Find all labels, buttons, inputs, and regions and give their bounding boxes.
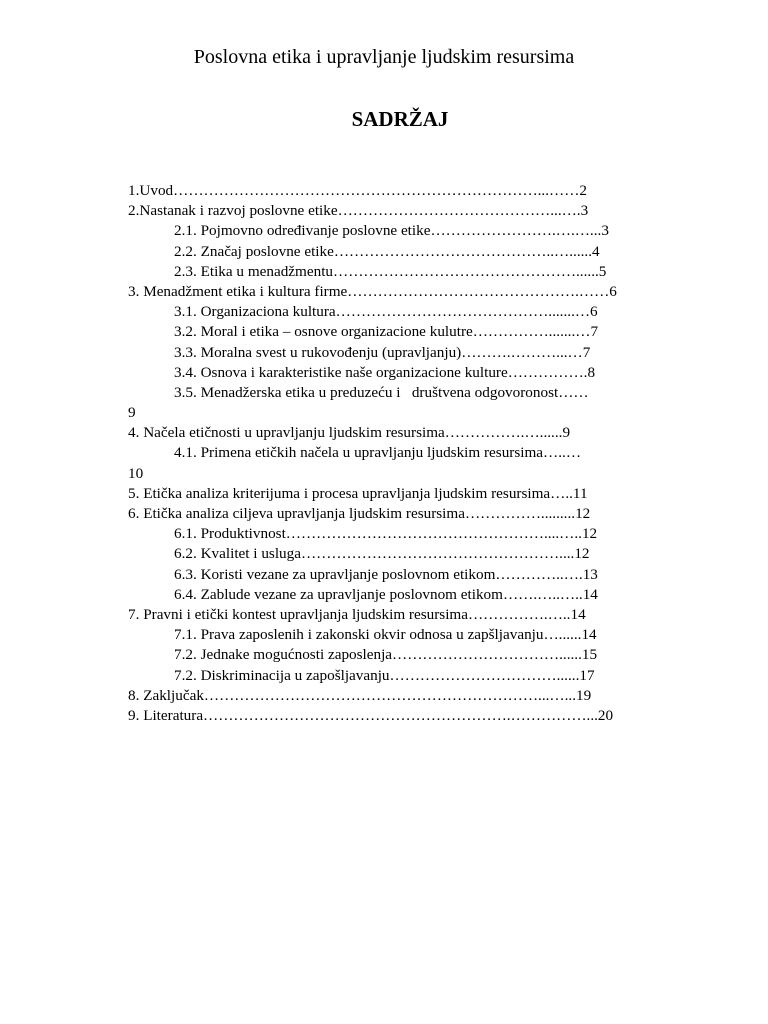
toc-entry: 4. Načela etičnosti u upravljanju ljudskim resursima…………….…......9 [128, 424, 571, 442]
toc-subentry: 7.1. Prava zaposlenih i zakonski okvir odnosa u zapšljavanju…......14 [174, 626, 597, 644]
toc-entry: 3. Menadžment etika i kultura firme……………………………………….……6 [128, 282, 617, 300]
toc-subentry: 6.4. Zablude vezane za upravljanje poslovnom etikom…….…..…..14 [174, 585, 598, 603]
toc-subentry: 3.1. Organizaciona kultura…………………………………….......…6 [174, 303, 598, 321]
toc-heading: SADRŽAJ [351, 107, 449, 131]
toc-entry: 7. Pravni i etički kontest upravljanja ljudskim resursima…………….…..14 [128, 605, 586, 623]
document-title: Poslovna etika i upravljanje ljudskim resursima [193, 46, 575, 68]
toc-subentry: 2.1. Pojmovno određivanje poslovne etike…………………….….…...3 [174, 222, 609, 240]
toc-subentry: 3.5. Menadžerska etika u preduzeću i društvena odgovoronost…… [174, 383, 589, 401]
toc-entry: 9 [128, 404, 136, 422]
table-of-contents [128, 181, 688, 726]
toc-subentry: 2.3. Etika u menadžmentu…………………………………………......5 [174, 262, 607, 280]
toc-subentry: 3.2. Moral i etika – osnove organizacione kulutre…………….......…7 [174, 323, 599, 341]
toc-subentry: 7.2. Jednake mogućnosti zaposlenja……………………………......15 [174, 646, 598, 664]
toc-subentry: 6.2. Kvalitet i usluga……………………………………………....12 [174, 545, 590, 563]
toc-subentry: 3.3. Moralna svest u rukovođenju (upravljanju)……….………...…7 [174, 343, 591, 361]
toc-entry: 10 [128, 464, 144, 482]
toc-subentry: 7.2. Diskriminacija u zapošljavanju……………………………......17 [174, 666, 595, 684]
toc-entry: 6. Etička analiza ciljeva upravljanja ljudskim resursima…………….........12 [128, 505, 591, 522]
toc-entry: 8. Zaključak…………………………………………………………...…...19 [128, 686, 592, 704]
toc-entry: 9. Literatura…………………………………………………….……………...20 [128, 706, 614, 724]
toc-subentry: 3.4. Osnova i karakteristike naše organizacione kulture…………….8 [174, 363, 596, 381]
toc-subentry: 2.2. Značaj poslovne etike……………………………………..…......4 [174, 242, 600, 260]
toc-subentry: 6.3. Koristi vezane za upravljanje poslovnom etikom…………..….13 [174, 565, 598, 583]
toc-subentry: 6.1. Produktivnost……………………………………………....…..12 [174, 525, 598, 543]
toc-entry: 1.Uvod………………………………………………………………...……2 [128, 182, 587, 199]
toc-entry: 2.Nastanak i razvoj poslovne etike……………………………………...….3 [128, 202, 589, 220]
toc-subentry: 4.1. Primena etičkih načela u upravljanju ljudskim resursima…..… [174, 444, 582, 462]
toc-entry: 5. Etička analiza kriterijuma i procesa upravljanja ljudskim resursima…..11 [128, 484, 588, 502]
